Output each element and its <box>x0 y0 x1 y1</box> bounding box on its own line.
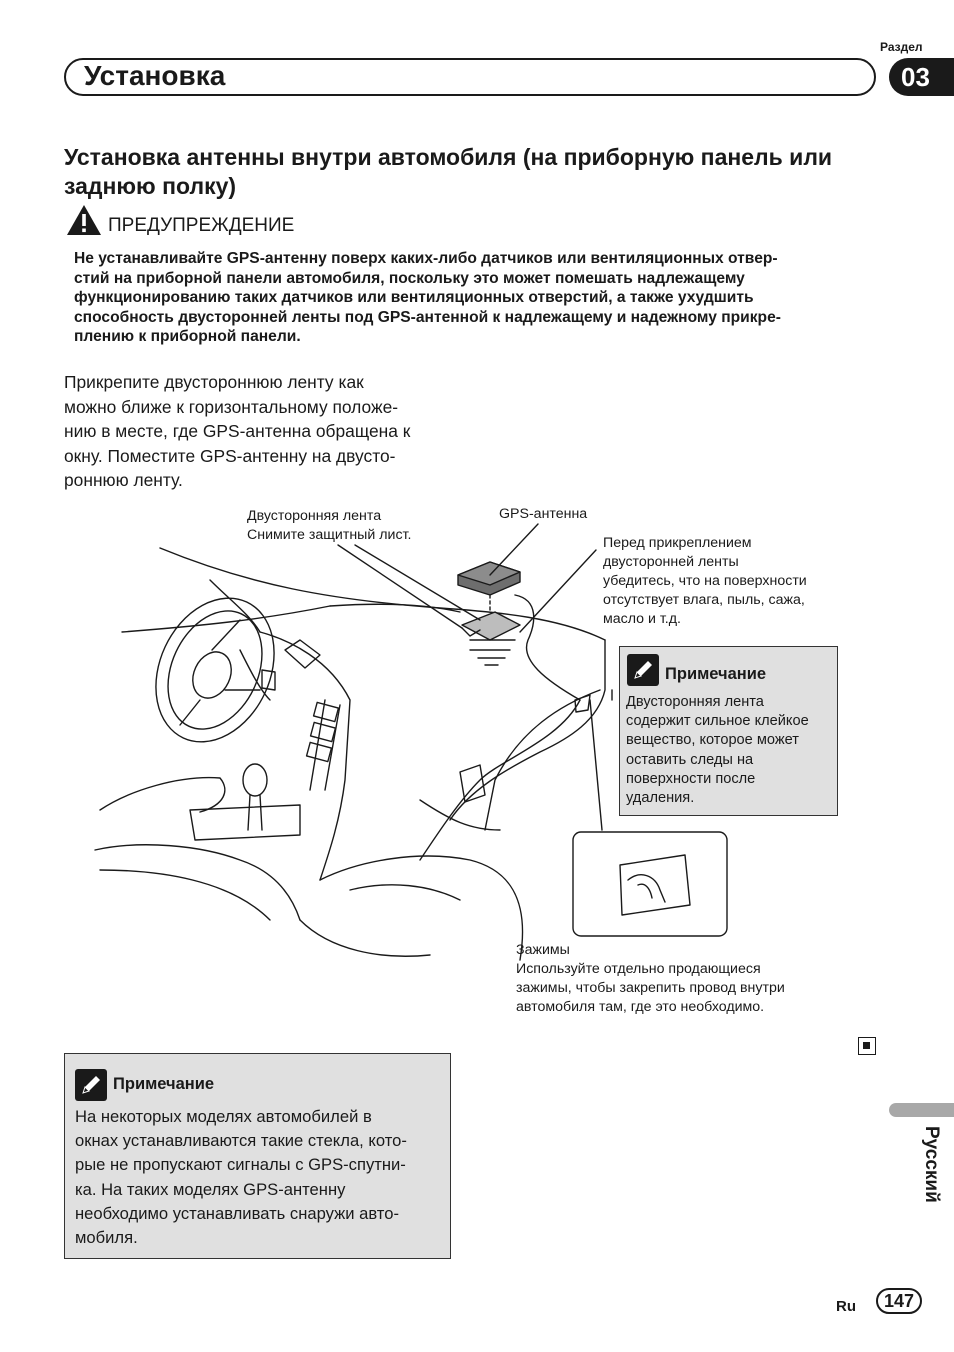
paragraph-line: окну. Поместите GPS-антенну на двусто- <box>64 445 396 466</box>
clamps-label <box>516 941 785 1017</box>
warning-line: способность двусторонней ленты под GPS-антенной к надлежащему и надежному прикре- <box>74 308 781 326</box>
paragraph-line: роннюю ленту. <box>64 470 183 490</box>
warning-line: плению к приборной панели. <box>74 328 301 345</box>
note-line: рые не пропускают сигналы с GPS-спутни- <box>75 1155 406 1175</box>
note-title: Примечание <box>113 1075 215 1093</box>
language-tab <box>889 1103 954 1117</box>
note-line: поверхности после <box>626 770 756 787</box>
paragraph-line: Прикрепите двустороннюю ленту как <box>64 372 364 392</box>
note-line: удаления. <box>626 790 695 807</box>
label-line: Перед прикреплением <box>603 535 752 551</box>
end-mark-icon <box>858 1037 876 1055</box>
tape-label-line1: Двусторонняя лента <box>247 508 382 524</box>
section-heading: Установка антенны внутри автомобиля (на приборную панель или заднюю полку) <box>64 144 833 199</box>
label-line: зажимы, чтобы закрепить провод внутри <box>516 980 785 996</box>
note-text <box>75 1105 407 1250</box>
paragraph-line: нию в месте, где GPS-антенна обращена к <box>64 421 411 441</box>
note-box-glass <box>64 1053 451 1259</box>
label-line: двусторонней ленты <box>603 554 739 570</box>
note-box-tape <box>619 646 838 816</box>
tape-label <box>247 507 411 545</box>
note-text <box>626 693 809 808</box>
note-line: На некоторых моделях автомобилей в <box>75 1107 372 1126</box>
gps-antenna-label: GPS-антенна <box>499 506 588 522</box>
pencil-note-icon <box>75 1069 107 1101</box>
before-attach-label <box>603 534 807 629</box>
note-line: Двусторонняя лента <box>626 694 764 710</box>
note-line: вещество, которое может <box>626 732 799 749</box>
note-line: содержит сильное клейкое <box>626 713 809 730</box>
note-line: окнах устанавливаются такие стекла, кото- <box>75 1131 407 1151</box>
label-line: отсутствует влага, пыль, сажа, <box>603 592 805 608</box>
section-label: Раздел <box>880 40 923 54</box>
label-line: масло и т.д. <box>603 611 681 627</box>
label-line: Используйте отдельно продающиеся <box>516 961 761 977</box>
label-line: автомобиля там, где это необходимо. <box>516 999 765 1015</box>
warning-line: стий на приборной панели автомобиля, поскольку это может помешать надлежащему <box>74 269 745 287</box>
section-number-badge: 03 <box>889 58 954 96</box>
paragraph-line: можно ближе к горизонтальному положе- <box>64 396 399 417</box>
footer-language: Ru <box>836 1298 856 1315</box>
language-tab-label: Русский <box>921 1126 942 1203</box>
pencil-note-icon <box>627 654 659 686</box>
warning-line: Не устанавливайте GPS-антенну поверх каких-либо датчиков или вентиляционных отвер- <box>74 250 778 267</box>
note-line: оставить следы на <box>626 751 754 768</box>
page-number: 147 <box>876 1288 922 1314</box>
note-title: Примечание <box>665 665 767 683</box>
note-line: необходимо устанавливать снаружи авто- <box>75 1203 399 1223</box>
page-title: Установка <box>84 60 226 91</box>
clamps-title: Зажимы <box>516 942 570 958</box>
note-line: ка. На таких моделях GPS-антенну <box>75 1179 346 1199</box>
warning-line: функционированию таких датчиков или вентиляционных отверстий, а также ухудшить <box>74 289 754 306</box>
note-line: мобиля. <box>75 1228 138 1248</box>
warning-title: ПРЕДУПРЕЖДЕНИЕ <box>108 215 295 236</box>
label-line: убедитесь, что на поверхности <box>603 573 807 589</box>
tape-label-line2: Снимите защитный лист. <box>247 527 412 543</box>
